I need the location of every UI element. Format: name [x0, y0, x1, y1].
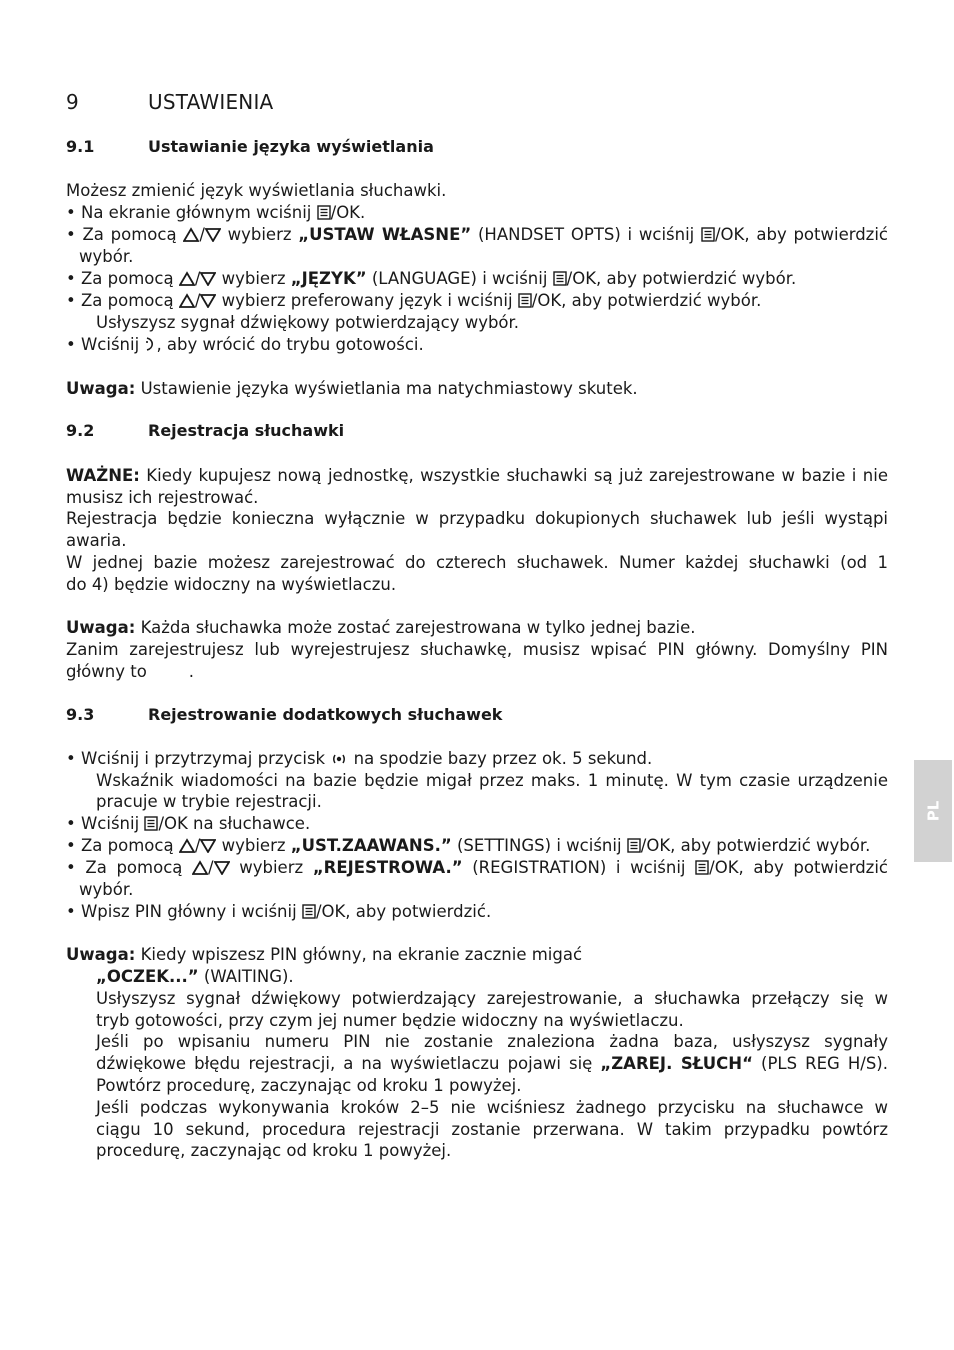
- text: /: [199, 225, 205, 244]
- menu-icon: [695, 860, 709, 875]
- bullet: •: [66, 291, 76, 310]
- down-arrow-icon: [200, 838, 216, 853]
- bullet: •: [66, 858, 76, 877]
- menu-icon: [302, 904, 316, 919]
- text: wybierz preferowany język i wciśnij: [216, 291, 518, 310]
- chapter-heading: [66, 90, 273, 114]
- menu-option: „ZAREJ. SŁUCH“: [600, 1054, 753, 1073]
- note-line: Powtórz procedurę, zaczynając od kroku 1 powyżej.: [96, 1076, 522, 1095]
- text: Na ekranie głównym wciśnij: [80, 203, 317, 222]
- note: [66, 944, 888, 966]
- text: (LANGUAGE) i wciśnij: [366, 269, 553, 288]
- list-item-note: Usłyszysz sygnał dźwiękowy potwierdzający wybór.: [96, 313, 520, 332]
- menu-option: „OCZEK...”: [96, 967, 199, 986]
- down-arrow-icon: [200, 293, 216, 308]
- note: [66, 378, 888, 400]
- up-arrow-icon: [183, 227, 199, 242]
- note-label: Uwaga:: [66, 945, 136, 964]
- text: wybierz: [216, 269, 291, 288]
- bullet: •: [66, 836, 76, 855]
- up-arrow-icon: [179, 838, 195, 853]
- text: Wciśnij: [80, 814, 145, 833]
- text: /OK, aby potwierdzić: [715, 225, 888, 244]
- menu-icon: [553, 271, 567, 286]
- note-line: Jeśli po wpisaniu numeru PIN nie zostanie znaleziona żadna baza, usłyszysz sygnały: [96, 1032, 888, 1051]
- list-item: [66, 813, 888, 835]
- list-item: [66, 857, 888, 879]
- menu-icon: [518, 293, 532, 308]
- text: wybierz: [216, 836, 291, 855]
- menu-option: „USTAW WŁASNE”: [298, 225, 472, 244]
- menu-icon: [701, 227, 715, 242]
- note-line: ciągu 10 sekund, procedura rejestracji zostanie przerwana. W takim przypadku powtórz: [96, 1120, 888, 1139]
- text: Kiedy kupujesz nową jednostkę, wszystkie słuchawki są już zarejestrowane w bazie i nie: [139, 466, 888, 485]
- bullet: •: [66, 269, 76, 288]
- text: /: [194, 291, 201, 310]
- note-line: procedurę, zaczynając od kroku 1 powyżej.: [96, 1141, 452, 1160]
- text: Wciśnij i przytrzymaj przycisk: [80, 749, 331, 768]
- section-number: 9.1: [66, 137, 95, 156]
- paragraph: Rejestracja będzie konieczna wyłącznie w przypadku dokupionych słuchawek lub jeśli wystąpi: [66, 509, 888, 528]
- important-label: WAŻNE:: [66, 466, 140, 485]
- text: wybierz: [229, 858, 313, 877]
- paragraph: do 4) będzie widoczny na wyświetlaczu.: [66, 575, 397, 594]
- list-item-note: Wskaźnik wiadomości na bazie będzie migał przez maks. 1 minutę. W tym czasie urządzenie: [96, 771, 888, 790]
- text: /OK, aby potwierdzić wybór.: [640, 836, 871, 855]
- text: Ustawienie języka wyświetlania ma natychmiastowy skutek.: [135, 379, 638, 398]
- text: Za pomocą: [85, 858, 193, 877]
- text: /OK, aby potwierdzić wybór.: [566, 269, 797, 288]
- text: /OK, aby potwierdzić.: [315, 902, 492, 921]
- up-arrow-icon: [192, 860, 208, 875]
- section-title: Ustawianie języka wyświetlania: [148, 137, 434, 156]
- paragraph: musisz ich rejestrować.: [66, 488, 259, 507]
- note-line: tryb gotowości, przy czym jej numer będzie widoczny na wyświetlaczu.: [96, 1011, 684, 1030]
- text: (REGISTRATION) i wciśnij: [462, 858, 696, 877]
- text: Każda słuchawka może zostać zarejestrowana w tylko jednej bazie.: [135, 618, 696, 637]
- text: /: [208, 858, 214, 877]
- text: /: [194, 836, 201, 855]
- text: , aby wrócić do trybu gotowości.: [156, 335, 424, 354]
- section-heading-9-1: [66, 137, 434, 156]
- paragraph: awaria.: [66, 531, 127, 550]
- note-label: Uwaga:: [66, 379, 136, 398]
- section-heading-9-3: [66, 705, 502, 724]
- paragraph: Możesz zmienić język wyświetlania słuchawki.: [66, 181, 447, 200]
- paging-icon: [330, 751, 348, 766]
- section-title: Rejestrowanie dodatkowych słuchawek: [148, 705, 503, 724]
- down-arrow-icon: [214, 860, 230, 875]
- note-line: [96, 966, 888, 988]
- list-item: [66, 334, 888, 356]
- menu-icon: [627, 838, 641, 853]
- bullet: •: [66, 814, 76, 833]
- section-heading-9-2: [66, 421, 344, 440]
- paragraph: Zanim zarejestrujesz lub wyrejestrujesz słuchawkę, musisz wpisać PIN główny. Domyślny PIN: [66, 640, 888, 659]
- menu-option: „REJESTROWA.”: [312, 858, 463, 877]
- text: (SETTINGS) i wciśnij: [451, 836, 627, 855]
- language-tab: [914, 760, 952, 862]
- note: [66, 617, 888, 639]
- section-number: 9.3: [66, 705, 95, 724]
- section-number: 9.2: [66, 421, 95, 440]
- text: Za pomocą: [80, 291, 179, 310]
- chapter-number: 9: [66, 90, 79, 114]
- note-label: Uwaga:: [66, 618, 136, 637]
- menu-icon: [317, 205, 331, 220]
- text: Za pomocą: [80, 836, 179, 855]
- text: (PLS REG H/S).: [752, 1054, 888, 1073]
- bullet: •: [66, 749, 76, 768]
- menu-option: „JĘZYK”: [290, 269, 367, 288]
- list-item: [66, 835, 888, 857]
- list-item-continuation: wybór.: [79, 880, 134, 899]
- list-item: [66, 202, 888, 224]
- text: /OK na słuchawce.: [158, 814, 311, 833]
- up-arrow-icon: [179, 271, 195, 286]
- text: Wciśnij: [80, 335, 145, 354]
- text: na spodzie bazy przez ok. 5 sekund.: [348, 749, 653, 768]
- list-item: [66, 290, 888, 312]
- text: wybierz: [220, 225, 299, 244]
- bullet: •: [66, 335, 76, 354]
- down-arrow-icon: [200, 271, 216, 286]
- chapter-title: USTAWIENIA: [148, 90, 274, 114]
- list-item: [66, 268, 888, 290]
- text: Wpisz PIN główny i wciśnij: [80, 902, 302, 921]
- text: /OK, aby potwierdzić wybór.: [531, 291, 762, 310]
- text: /OK.: [330, 203, 366, 222]
- bullet: •: [66, 203, 76, 222]
- menu-icon: [144, 816, 158, 831]
- down-arrow-icon: [205, 227, 221, 242]
- language-tab-label: PL: [924, 800, 942, 822]
- text: /OK, aby potwierdzić: [709, 858, 888, 877]
- text: (WAITING).: [198, 967, 294, 986]
- bullet: •: [66, 902, 76, 921]
- list-item: [66, 224, 888, 246]
- text: Kiedy wpiszesz PIN główny, na ekranie zacznie migać: [135, 945, 583, 964]
- text: dźwiękowe błędu rejestracji, a na wyświetlaczu pojawi się: [96, 1054, 601, 1073]
- list-item-continuation: wybór.: [79, 247, 134, 266]
- bullet: •: [66, 225, 76, 244]
- text: Za pomocą: [82, 225, 184, 244]
- list-item-note: pracuje w trybie rejestracji.: [96, 792, 322, 811]
- up-arrow-icon: [179, 293, 195, 308]
- list-item: [66, 748, 888, 770]
- paragraph: [66, 465, 888, 487]
- note-line: Jeśli podczas wykonywania kroków 2–5 nie wciśniesz żadnego przycisku na słuchawce w: [96, 1098, 888, 1117]
- menu-option: „UST.ZAAWANS.”: [290, 836, 452, 855]
- note-line: [96, 1053, 888, 1075]
- text: (HANDSET OPTS) i wciśnij: [471, 225, 701, 244]
- list-item: [66, 901, 888, 923]
- section-title: Rejestracja słuchawki: [148, 421, 345, 440]
- text: Za pomocą: [80, 269, 179, 288]
- end-call-icon: [144, 336, 156, 352]
- note-line: Usłyszysz sygnał dźwiękowy potwierdzający zarejestrowanie, a słuchawka przełączy się w: [96, 989, 888, 1008]
- paragraph: główny to .: [66, 662, 194, 681]
- text: /: [194, 269, 201, 288]
- paragraph: W jednej bazie możesz zarejestrować do czterech słuchawek. Numer każdej słuchawki (od 1: [66, 553, 888, 572]
